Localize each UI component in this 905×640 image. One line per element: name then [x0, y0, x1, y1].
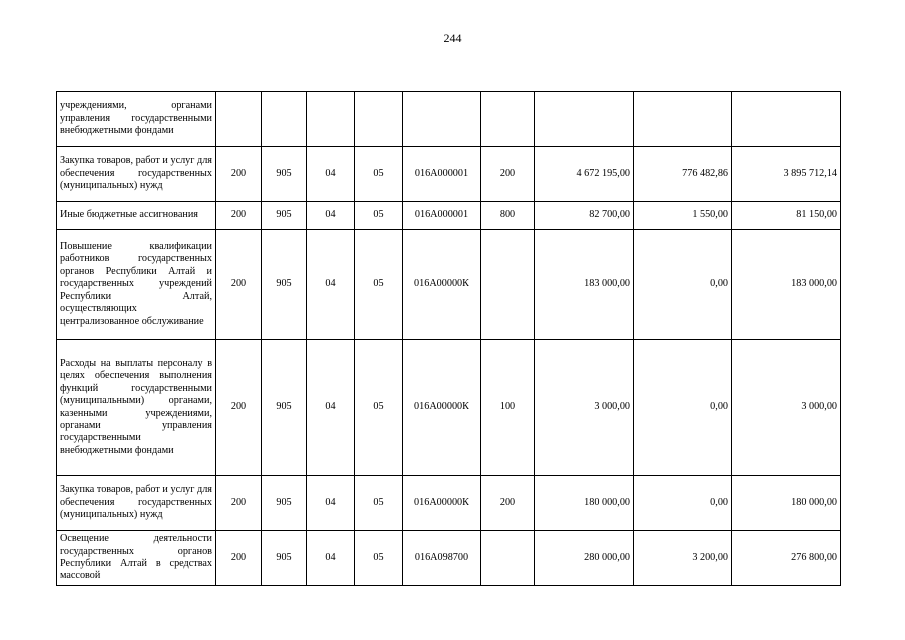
admin-code-cell: [216, 92, 262, 147]
section-cell: 04: [307, 202, 355, 230]
executed-amount-cell: 0,00: [634, 230, 732, 340]
expense-name-cell: учреждениями, органами управления государственными внебюджетными фондами: [57, 92, 216, 147]
subsection-cell: 05: [355, 476, 403, 531]
department-code-cell: 905: [262, 531, 307, 586]
section-cell: 04: [307, 147, 355, 202]
expense-type-cell: 200: [481, 476, 535, 531]
expense-name-cell: Освещение деятельности государственных органов Республики Алтай в средствах массовой: [57, 531, 216, 586]
department-code-cell: 905: [262, 230, 307, 340]
remainder-amount-cell: 81 150,00: [732, 202, 841, 230]
expense-name-cell: Повышение квалификации работников государственных органов Республики Алтай и государственных учреждений Республики Алтай, осуществляющих централизованное обслуживание: [57, 230, 216, 340]
target-item-cell: [403, 92, 481, 147]
admin-code-cell: 200: [216, 531, 262, 586]
planned-amount-cell: 180 000,00: [535, 476, 634, 531]
subsection-cell: 05: [355, 340, 403, 476]
admin-code-cell: 200: [216, 147, 262, 202]
target-item-cell: 016А00000К: [403, 230, 481, 340]
planned-amount-cell: 3 000,00: [535, 340, 634, 476]
department-code-cell: [262, 92, 307, 147]
subsection-cell: [355, 92, 403, 147]
department-code-cell: 905: [262, 147, 307, 202]
admin-code-cell: 200: [216, 230, 262, 340]
section-cell: 04: [307, 476, 355, 531]
subsection-cell: 05: [355, 531, 403, 586]
page-number: 244: [443, 31, 462, 45]
admin-code-cell: 200: [216, 476, 262, 531]
executed-amount-cell: 776 482,86: [634, 147, 732, 202]
table-row: [57, 147, 841, 202]
remainder-amount-cell: 3 000,00: [732, 340, 841, 476]
subsection-cell: 05: [355, 230, 403, 340]
section-cell: [307, 92, 355, 147]
admin-code-cell: 200: [216, 340, 262, 476]
table-row: [57, 340, 841, 476]
target-item-cell: 016А000001: [403, 202, 481, 230]
budget-table: [56, 91, 841, 586]
executed-amount-cell: 0,00: [634, 476, 732, 531]
department-code-cell: 905: [262, 476, 307, 531]
remainder-amount-cell: 3 895 712,14: [732, 147, 841, 202]
subsection-cell: 05: [355, 147, 403, 202]
expense-name-cell: Закупка товаров, работ и услуг для обеспечения государственных (муниципальных) нужд: [57, 476, 216, 531]
expense-type-cell: [481, 92, 535, 147]
expense-name-cell: Расходы на выплаты персоналу в целях обеспечения выполнения функций государственными (муниципальными) органами, казенными учреждениями, органами управления государственными внебюджетными фондами: [57, 340, 216, 476]
expense-type-cell: [481, 230, 535, 340]
target-item-cell: 016А00000К: [403, 476, 481, 531]
planned-amount-cell: 280 000,00: [535, 531, 634, 586]
department-code-cell: 905: [262, 340, 307, 476]
table-row: [57, 531, 841, 586]
target-item-cell: 016А098700: [403, 531, 481, 586]
department-code-cell: 905: [262, 202, 307, 230]
executed-amount-cell: 3 200,00: [634, 531, 732, 586]
section-cell: 04: [307, 340, 355, 476]
expense-type-cell: [481, 531, 535, 586]
planned-amount-cell: 183 000,00: [535, 230, 634, 340]
executed-amount-cell: [634, 92, 732, 147]
subsection-cell: 05: [355, 202, 403, 230]
expense-name-cell: Закупка товаров, работ и услуг для обеспечения государственных (муниципальных) нужд: [57, 147, 216, 202]
admin-code-cell: 200: [216, 202, 262, 230]
planned-amount-cell: 82 700,00: [535, 202, 634, 230]
expense-type-cell: 100: [481, 340, 535, 476]
table-row: [57, 230, 841, 340]
planned-amount-cell: 4 672 195,00: [535, 147, 634, 202]
table-row: [57, 92, 841, 147]
table-row: [57, 202, 841, 230]
remainder-amount-cell: 276 800,00: [732, 531, 841, 586]
executed-amount-cell: 0,00: [634, 340, 732, 476]
expense-type-cell: 800: [481, 202, 535, 230]
remainder-amount-cell: 183 000,00: [732, 230, 841, 340]
target-item-cell: 016А00000К: [403, 340, 481, 476]
section-cell: 04: [307, 531, 355, 586]
remainder-amount-cell: 180 000,00: [732, 476, 841, 531]
remainder-amount-cell: [732, 92, 841, 147]
expense-name-cell: Иные бюджетные ассигнования: [57, 202, 216, 230]
target-item-cell: 016А000001: [403, 147, 481, 202]
table-row: [57, 476, 841, 531]
section-cell: 04: [307, 230, 355, 340]
planned-amount-cell: [535, 92, 634, 147]
expense-type-cell: 200: [481, 147, 535, 202]
executed-amount-cell: 1 550,00: [634, 202, 732, 230]
